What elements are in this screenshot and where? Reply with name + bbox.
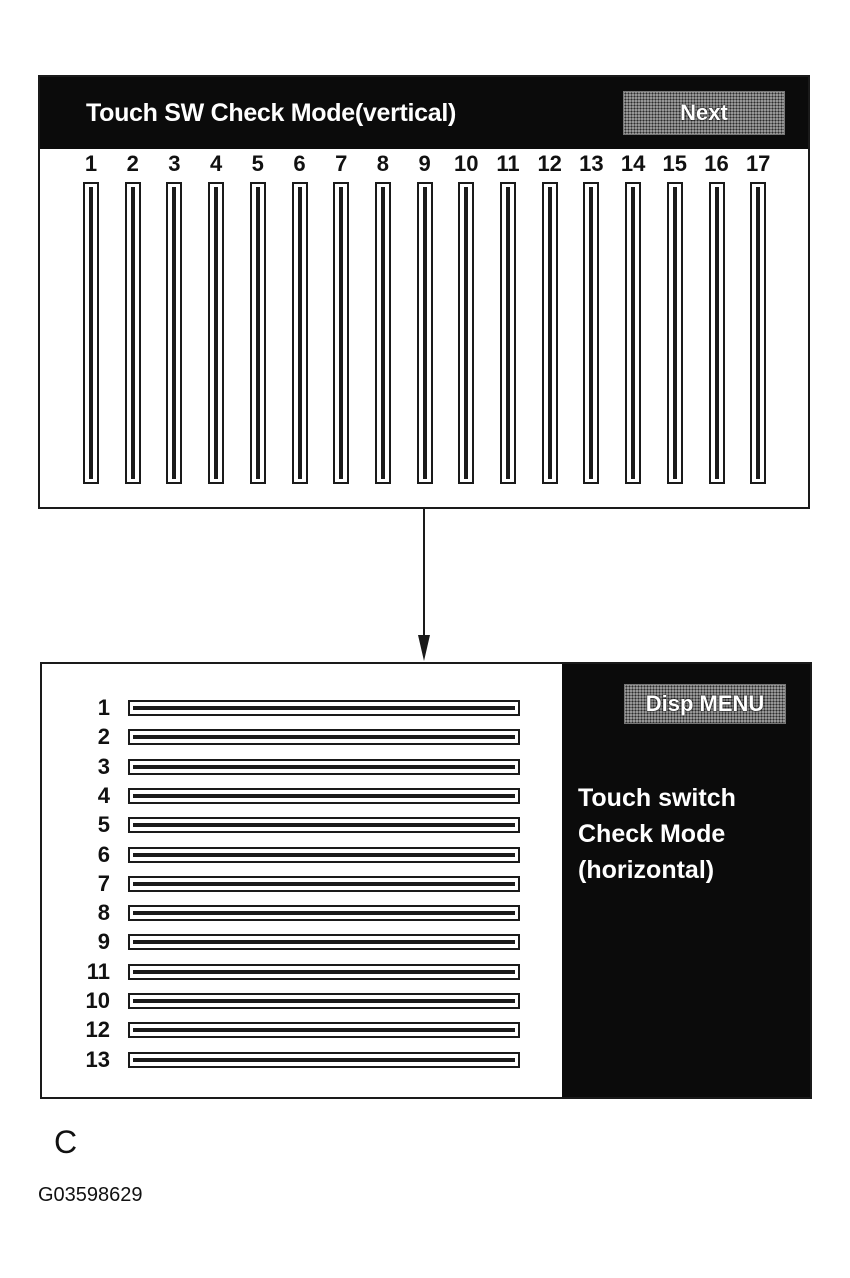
row-number: 6 <box>97 841 110 867</box>
bar-line <box>133 823 515 827</box>
column-number: 4 <box>209 151 223 176</box>
row-number: 10 <box>85 988 110 1013</box>
column-number: 10 <box>454 151 479 176</box>
mode-description-line: Check Mode <box>578 820 726 848</box>
column-number: 8 <box>376 151 390 176</box>
vertical-touch-switch-bar[interactable] <box>166 182 182 484</box>
bar-line <box>715 187 719 479</box>
bar-line <box>423 187 427 479</box>
horizontal-touch-switch-bar[interactable] <box>128 993 520 1009</box>
horizontal-touch-switch-bar[interactable] <box>128 934 520 950</box>
vertical-touch-switch-bar[interactable] <box>667 182 683 484</box>
bar-line <box>133 999 515 1003</box>
bar-line <box>133 735 515 739</box>
column-number: 15 <box>662 151 688 176</box>
column-number: 16 <box>704 151 729 176</box>
vertical-touch-switch-bar[interactable] <box>333 182 349 484</box>
bar-line <box>133 1028 515 1032</box>
mode-description-line: (horizontal) <box>578 856 715 884</box>
bar-line <box>756 187 760 479</box>
vertical-touch-switch-bar[interactable] <box>750 182 766 484</box>
horizontal-touch-switch-bar[interactable] <box>128 729 520 745</box>
vertical-touch-switch-bar[interactable] <box>83 182 99 484</box>
disp-menu-button[interactable]: Disp MENU <box>624 684 786 724</box>
column-number: 13 <box>579 151 604 176</box>
horizontal-touch-switch-bar[interactable] <box>128 847 520 863</box>
vertical-touch-switch-bar[interactable] <box>709 182 725 484</box>
horizontal-touch-switch-bar[interactable] <box>128 700 520 716</box>
bar-line <box>133 940 515 944</box>
vertical-touch-switch-bar[interactable] <box>292 182 308 484</box>
column-number: 14 <box>620 151 646 176</box>
bar-line <box>133 911 515 915</box>
column-number: 9 <box>418 151 431 176</box>
horizontal-touch-switch-bar[interactable] <box>128 1052 520 1068</box>
caption-letter: C <box>54 1124 78 1160</box>
row-number: 7 <box>97 870 110 896</box>
bar-line <box>339 187 343 479</box>
vertical-touch-switch-bar[interactable] <box>417 182 433 484</box>
row-number: 8 <box>97 900 110 926</box>
bar-line <box>589 187 593 479</box>
bar-line <box>172 187 176 479</box>
bar-line <box>464 187 468 479</box>
column-number: 7 <box>335 151 348 176</box>
vertical-check-screen <box>38 75 810 509</box>
bar-line <box>131 187 135 479</box>
vertical-touch-switch-bar[interactable] <box>500 182 516 484</box>
bar-line <box>133 794 515 798</box>
column-number: 17 <box>745 151 771 176</box>
mode-description <box>578 780 736 888</box>
row-number: 5 <box>97 812 110 838</box>
column-number: 2 <box>126 151 139 176</box>
bar-line <box>133 706 515 710</box>
vertical-touch-switch-bar[interactable] <box>625 182 641 484</box>
horizontal-touch-switch-bar[interactable] <box>128 1022 520 1038</box>
bar-line <box>506 187 510 479</box>
side-panel <box>562 664 810 1097</box>
horizontal-touch-switch-bar[interactable] <box>128 876 520 892</box>
bar-line <box>548 187 552 479</box>
bar-line <box>381 187 385 479</box>
vertical-touch-switch-bar[interactable] <box>208 182 224 484</box>
column-number: 6 <box>293 151 306 176</box>
bar-line <box>133 882 515 886</box>
mode-description-line: Touch switch <box>578 784 736 812</box>
title-bar <box>40 77 808 149</box>
bar-line <box>133 853 515 857</box>
horizontal-touch-switch-bar[interactable] <box>128 905 520 921</box>
column-number: 5 <box>251 151 264 176</box>
column-number: 1 <box>84 151 98 176</box>
row-number: 9 <box>97 929 110 955</box>
column-number: 3 <box>168 151 181 176</box>
bar-line <box>133 765 515 769</box>
bar-line <box>133 970 515 974</box>
bar-line <box>298 187 302 479</box>
row-number: 1 <box>97 695 110 720</box>
bar-line <box>631 187 635 479</box>
bar-line <box>256 187 260 479</box>
bar-line <box>673 187 677 479</box>
row-number: 2 <box>97 724 110 750</box>
row-number: 13 <box>85 1046 110 1072</box>
horizontal-touch-switch-bar[interactable] <box>128 788 520 804</box>
row-number: 12 <box>85 1017 110 1043</box>
horizontal-check-screen <box>40 662 812 1099</box>
bar-line <box>89 187 93 479</box>
bar-line <box>214 187 218 479</box>
vertical-touch-switch-bar[interactable] <box>375 182 391 484</box>
vertical-touch-switch-bar[interactable] <box>125 182 141 484</box>
row-number: 3 <box>97 753 110 779</box>
horizontal-touch-switch-bar[interactable] <box>128 964 520 980</box>
horizontal-touch-switch-bar[interactable] <box>128 759 520 775</box>
vertical-touch-switch-bar[interactable] <box>583 182 599 484</box>
column-number: 12 <box>537 151 562 176</box>
column-number: 11 <box>496 151 520 176</box>
vertical-touch-switch-bar[interactable] <box>458 182 474 484</box>
flow-arrow <box>410 509 440 665</box>
bar-line <box>133 1058 515 1062</box>
horizontal-touch-switch-bar[interactable] <box>128 817 520 833</box>
vertical-touch-switch-bar[interactable] <box>542 182 558 484</box>
figure-id: G03598629 <box>38 1184 143 1206</box>
row-number: 11 <box>86 958 110 984</box>
row-number: 4 <box>97 782 110 808</box>
next-button[interactable]: Next <box>623 91 785 135</box>
vertical-touch-switch-bar[interactable] <box>250 182 266 484</box>
screen-title: Touch SW Check Mode(vertical) <box>86 99 457 127</box>
